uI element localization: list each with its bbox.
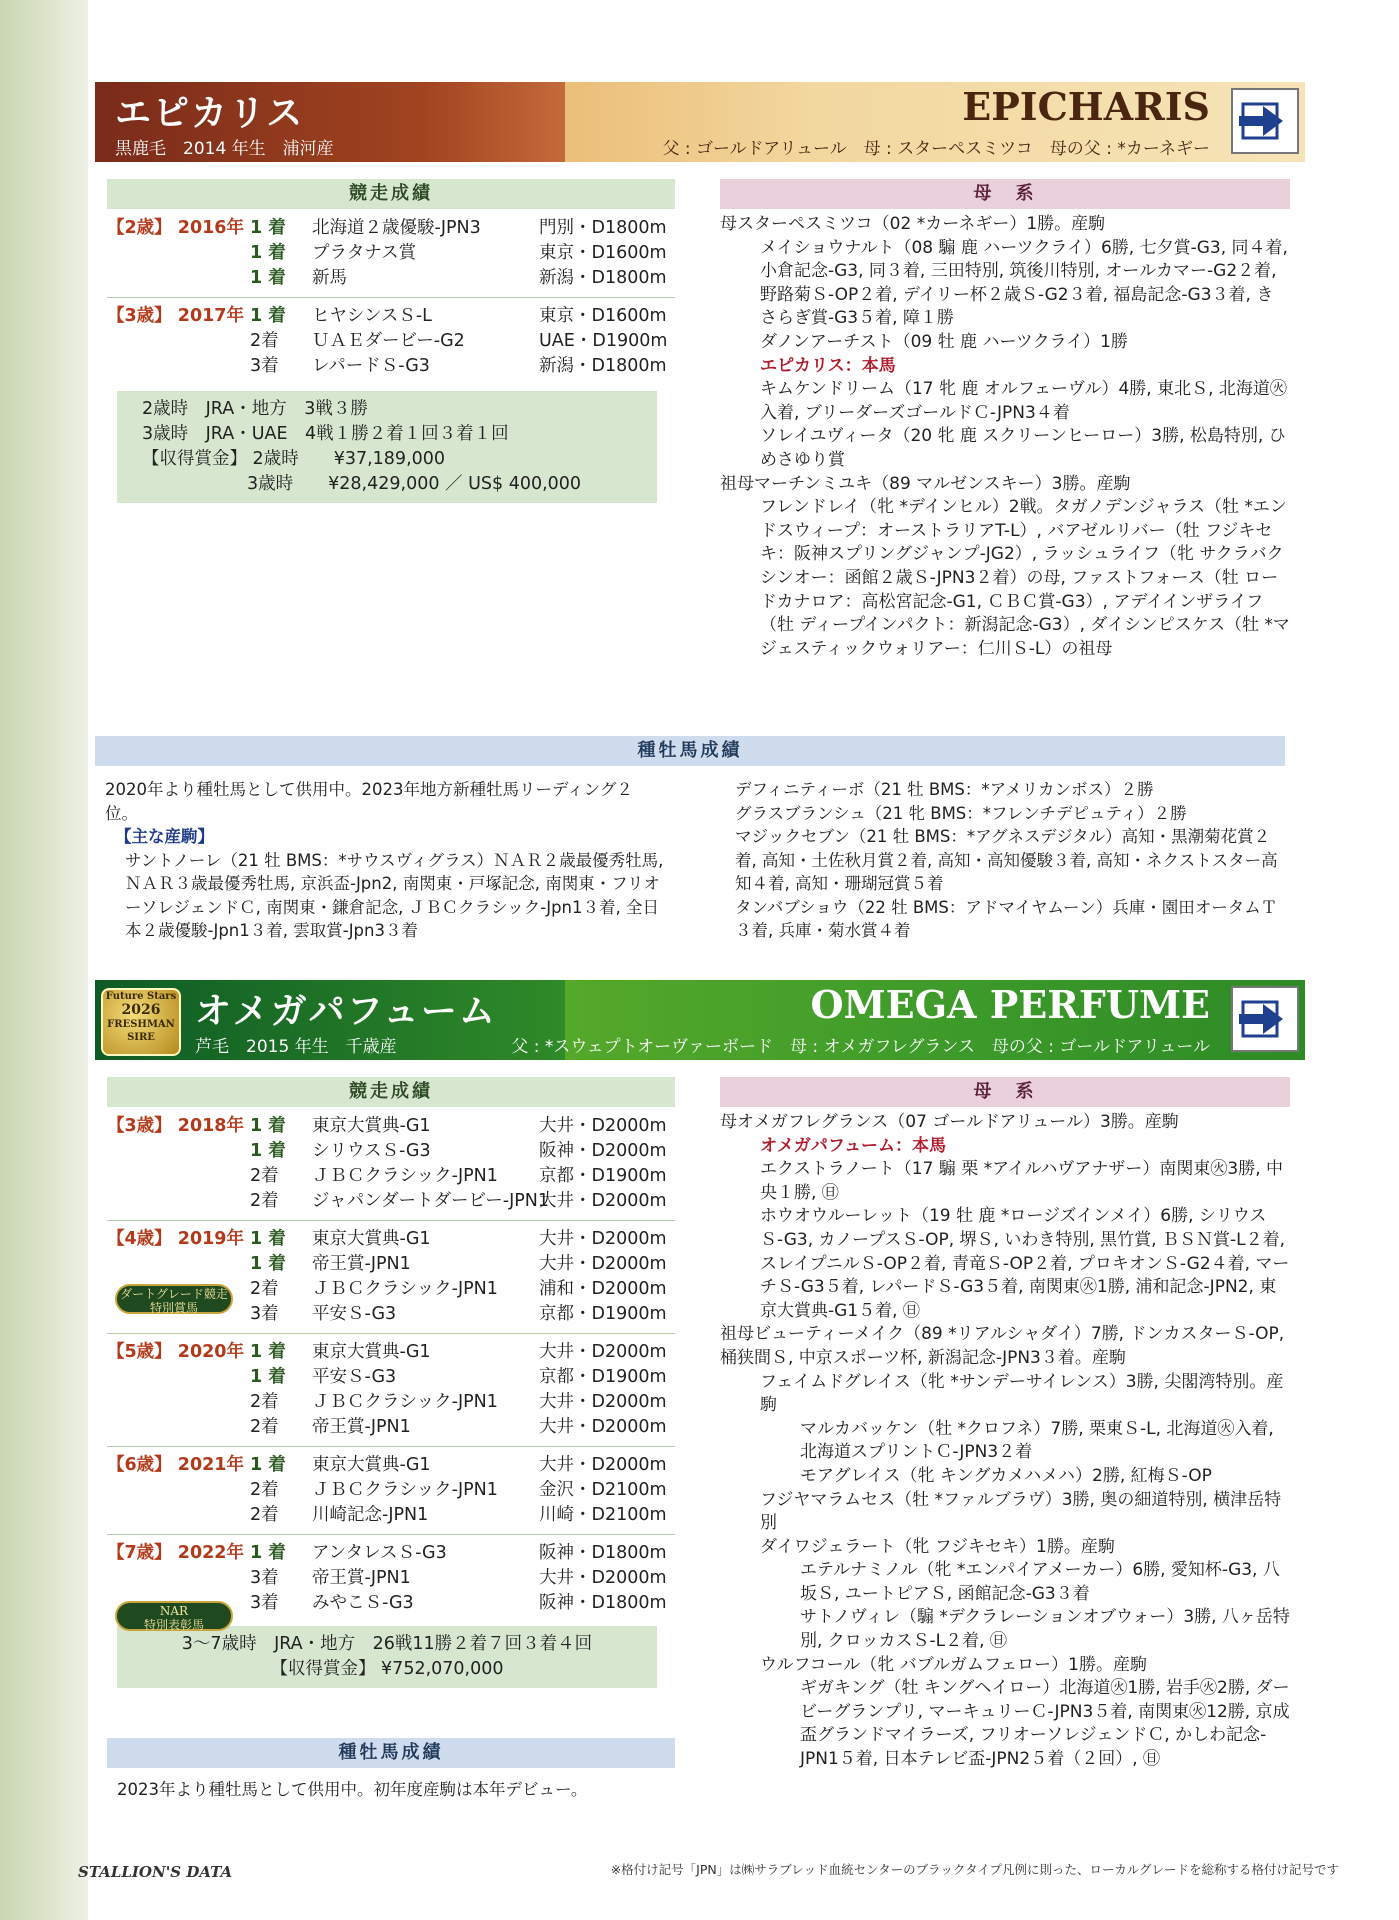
course-cell: 大井・D2000m bbox=[539, 1229, 667, 1249]
course-cell: 大井・D2000m bbox=[539, 1417, 667, 1437]
race-cell: 東京大賞典-G1 bbox=[312, 1455, 431, 1475]
age-cell: 【4歳】 2019年 bbox=[107, 1229, 244, 1249]
race-cell: 平安Ｓ-G3 bbox=[312, 1304, 397, 1324]
table-row bbox=[107, 1478, 675, 1503]
course-cell: 大井・D2000m bbox=[539, 1568, 667, 1588]
course-cell: 門別・D1800m bbox=[539, 218, 667, 238]
course-cell: 川崎・D2100m bbox=[539, 1505, 667, 1525]
race-cell: ＪＢＣクラシック-JPN1 bbox=[312, 1279, 498, 1299]
pedigree-line: 父 : ゴールドアリュール 母 : スターペスミツコ 母の父 : *カーネギー bbox=[662, 139, 1210, 159]
results-divider bbox=[107, 1333, 675, 1334]
results-divider bbox=[107, 297, 675, 298]
results-title: 競走成績 bbox=[107, 1077, 675, 1107]
course-cell: UAE・D1900m bbox=[539, 331, 668, 351]
age-cell: 【6歳】 2021年 bbox=[107, 1455, 244, 1475]
race-cell: ヒヤシンスＳ-L bbox=[312, 306, 432, 326]
table-row bbox=[107, 329, 675, 354]
age-cell: 【3歳】 2018年 bbox=[107, 1116, 244, 1136]
place-cell: 1 着 bbox=[250, 1543, 286, 1563]
race-cell: ＵＡＥダービー-G2 bbox=[312, 331, 465, 351]
horse-profile: 黒鹿毛 2014 年生 浦河産 bbox=[115, 139, 334, 159]
dam-line-text: 母スターペスミツコ（02 *カーネギー）1勝。産駒 メイショウナルト（08 騸 鹿 ハーツクライ）6勝, 七夕賞-G3, 同４着, 小倉記念-G3, 同３着, 三田特別, 筑後川特別, オールカマー-G2２着, 野路菊Ｓ-OP２着, デイリー杯２歳Ｓ-G2３着, 福島記念-G3３着, きさらぎ賞-G3５着, 障１勝 ダノンアーチスト（09 牡 鹿 ハーツクライ）1勝 エピカリス：本馬 キムケンドリーム（17 牝 鹿 オルフェーヴル）4勝, 東北Ｓ, 北海道㊋入着, ブリーダーズゴールドＣ-JPN3４着 ソレイユヴィータ（20 牝 鹿 スクリーンヒーロー）3勝, 松島特別, ひめさゆり賞 祖母マーチンミユキ（89 マルゼンスキー）3勝。産駒 フレンドレイ（牝 *デインヒル）2戦。タガノデンジャラス（牡 *エンドスウィープ：オーストラリアT-L）, バアゼルリバー（牡 フジキセキ：阪神スプリングジャンプ-JG2）, ラッシュライフ（牝 サクラバクシンオー：函館２歳Ｓ-JPN3２着）の母, ファストフォース（牡 ロードカナロア：高松宮記念-G1, ＣＢＣ賞-G3）, アデイインザライフ（牡 ディープインパクト：新潟記念-G3）, ダイシンピスケス（牡 *マジェスティックウォリアー：仁川Ｓ-L）の祖母 bbox=[720, 214, 1290, 659]
course-cell: 阪神・D1800m bbox=[539, 1593, 667, 1613]
dam-line-text: 母オメガフレグランス（07 ゴールドアリュール）3勝。産駒 オメガパフューム：本馬 エクストラノート（17 騸 栗 *アイルハヴアナザー）南関東㊋3勝, 中央１勝, ㊐ ホウオウルーレット（19 牡 鹿 *ロージズインメイ）6勝, シリウスＳ-G3, カノープスＳ-OP, 堺Ｓ, いわき特別, 黒竹賞, ＢＳＮ賞-L２着, スレイプニルＳ-OP２着, 青竜Ｓ-OP２着, プロキオンＳ-G2４着, マーチＳ-G3５着, レパードＳ-G3５着, 南関東㊋1勝, 浦和記念-JPN2, 東京大賞典-G1５着, ㊐ 祖母ビューティーメイク（89 *リアルシャダイ）7勝, ドンカスターＳ-OP, 桶狭間Ｓ, 中京スポーツ杯, 新潟記念-JPN3３着。産駒 フェイムドグレイス（牝 *サンデーサイレンス）3勝, 尖閣湾特別。産駒 マルカバッケン（牡 *クロフネ）7勝, 栗東Ｓ-L, 北海道㊋入着, 北海道スプリントＣ-JPN3２着 モアグレイス（牝 キングカメハメハ）2勝, 紅梅Ｓ-OP フジヤマラムセス（牡 *ファルブラヴ）3勝, 奥の細道特別, 横津岳特別 ダイワジェラート（牝 フジキセキ）1勝。産駒 エテルナミノル（牝 *エンパイアメーカー）6勝, 愛知杯-G3, 八坂Ｓ, ユートピアＳ, 函館記念-G3３着 サトノヴィレ（騸 *デクラレーションオブウォー）3勝, 八ヶ岳特別, クロッカスＳ-L２着, ㊐ ウルフコール（牝 バブルガムフェロー）1勝。産駒 ギガキング（牡 キングヘイロー）北海道㊋1勝, 岩手㊋2勝, ダービーグランプリ, マーキュリーＣ-JPN3５着, 南関東㊋12勝, 京成盃グランドマイラーズ, フリオーソレジェンドＣ, かしわ記念-JPN1５着, 日本テレビ盃-JPN2５着（２回）, ㊐ bbox=[720, 1112, 1290, 1770]
arrow-icon[interactable] bbox=[1231, 986, 1299, 1052]
horse-name-en: EPICHARIS bbox=[962, 84, 1210, 129]
results-divider bbox=[107, 1446, 675, 1447]
stud-record-left: 2020年より種牡馬として供用中。2023年地方新種牡馬リーディング２位。 【主な産駒】 サントノーレ（21 牡 BMS：*サウスヴィグラス）ＮＡＲ２歳最優秀牡馬, ＮＡＲ３歳最優秀牡馬, 京浜盃-Jpn2, 南関東・戸塚記念, 南関東・フリオーソレジェンドＣ, 南関東・鎌倉記念, ＪＢＣクラシック-Jpn1３着, 全日本２歳優駿-Jpn1３着, 雲取賞-Jpn3３着 bbox=[105, 780, 664, 940]
pedigree-line: 父 : *スウェプトオーヴァーボード 母 : オメガフレグランス 母の父 : ゴールドアリュール bbox=[511, 1037, 1210, 1057]
course-cell: 新潟・D1800m bbox=[539, 356, 667, 376]
age-cell: 【7歳】 2022年 bbox=[107, 1543, 244, 1563]
race-cell: 川崎記念-JPN1 bbox=[312, 1505, 429, 1525]
place-cell: 2着 bbox=[250, 331, 279, 351]
footer-note: ※格付け記号「JPN」は㈱サラブレッド血統センターのブラックタイプ凡例に則った、ローカルグレードを総称する格付け記号です bbox=[610, 1862, 1339, 1877]
place-cell: 2着 bbox=[250, 1279, 279, 1299]
course-cell: 阪神・D2000m bbox=[539, 1141, 667, 1161]
table-row bbox=[107, 1340, 675, 1365]
course-cell: 大井・D2000m bbox=[539, 1455, 667, 1475]
place-cell: 1 着 bbox=[250, 268, 286, 288]
course-cell: 大井・D2000m bbox=[539, 1116, 667, 1136]
course-cell: 大井・D2000m bbox=[539, 1254, 667, 1274]
race-cell: 東京大賞典-G1 bbox=[312, 1229, 431, 1249]
place-cell: 1 着 bbox=[250, 1367, 286, 1387]
course-cell: 東京・D1600m bbox=[539, 306, 667, 326]
table-row bbox=[107, 1453, 675, 1478]
age-cell: 【3歳】 2017年 bbox=[107, 306, 244, 326]
place-cell: 2着 bbox=[250, 1505, 279, 1525]
course-cell: 京都・D1900m bbox=[539, 1304, 667, 1324]
place-cell: 3着 bbox=[250, 1304, 279, 1324]
results-table bbox=[107, 216, 675, 379]
table-row bbox=[107, 216, 675, 241]
course-cell: 新潟・D1800m bbox=[539, 268, 667, 288]
arrow-icon[interactable] bbox=[1231, 88, 1299, 154]
race-cell: 新馬 bbox=[312, 268, 347, 288]
table-row bbox=[107, 1189, 675, 1214]
results-divider bbox=[107, 1534, 675, 1535]
table-row bbox=[107, 304, 675, 329]
race-cell: 平安Ｓ-G3 bbox=[312, 1367, 397, 1387]
table-row bbox=[107, 1164, 675, 1189]
place-cell: 2着 bbox=[250, 1191, 279, 1211]
place-cell: 1 着 bbox=[250, 1254, 286, 1274]
horse-name-en: OMEGA PERFUME bbox=[810, 982, 1210, 1027]
table-row bbox=[107, 266, 675, 291]
dirt-grade-award: ダートグレード競走 特別賞馬 bbox=[115, 1284, 233, 1314]
stud-record-title: 種牡馬成績 bbox=[95, 736, 1285, 766]
course-cell: 大井・D2000m bbox=[539, 1342, 667, 1362]
place-cell: 1 着 bbox=[250, 243, 286, 263]
table-row bbox=[107, 354, 675, 379]
footer-brand: STALLION'S DATA bbox=[78, 1863, 233, 1881]
table-row bbox=[107, 1139, 675, 1164]
table-row bbox=[107, 1252, 675, 1277]
course-cell: 金沢・D2100m bbox=[539, 1480, 667, 1500]
course-cell: 京都・D1900m bbox=[539, 1166, 667, 1186]
race-cell: 帝王賞-JPN1 bbox=[312, 1254, 411, 1274]
place-cell: 2着 bbox=[250, 1166, 279, 1186]
place-cell: 1 着 bbox=[250, 1229, 286, 1249]
omega-section bbox=[95, 980, 1305, 1799]
race-cell: ＪＢＣクラシック-JPN1 bbox=[312, 1480, 498, 1500]
epicharis-header bbox=[95, 82, 1305, 162]
horse-name-jp: エピカリス bbox=[115, 93, 305, 134]
table-row bbox=[107, 241, 675, 266]
race-cell: アンタレスＳ-G3 bbox=[312, 1543, 447, 1563]
stud-record-right: デフィニティーボ（21 牡 BMS：*アメリカンボス）２勝 グラスブランシュ（21 牝 BMS：*フレンチデピュティ）２勝 マジックセブン（21 牡 BMS：*アグネスデジタル）高知・黒潮菊花賞２着, 高知・土佐秋月賞２着, 高知・高知優駿３着, 高知・ネクストスター高知４着, 高知・珊瑚冠賞５着 タンバブショウ（22 牡 BMS：アドマイヤムーン）兵庫・園田オータムＴ３着, 兵庫・菊水賞４着 bbox=[735, 780, 1278, 940]
place-cell: 3着 bbox=[250, 1568, 279, 1588]
nar-award: NAR 特別表彰馬 bbox=[115, 1601, 233, 1631]
age-cell: 【5歳】 2020年 bbox=[107, 1342, 244, 1362]
freshman-sire-badge: Future Stars 2026 FRESHMAN SIRE bbox=[101, 988, 181, 1056]
race-cell: ジャパンダートダービー-JPN1 bbox=[312, 1191, 550, 1211]
race-cell: ＪＢＣクラシック-JPN1 bbox=[312, 1166, 498, 1186]
omega-header bbox=[95, 980, 1305, 1060]
place-cell: 1 着 bbox=[250, 1141, 286, 1161]
place-cell: 1 着 bbox=[250, 306, 286, 326]
course-cell: 京都・D1900m bbox=[539, 1367, 667, 1387]
results-divider bbox=[107, 1220, 675, 1221]
table-row bbox=[107, 1365, 675, 1390]
course-cell: 東京・D1600m bbox=[539, 243, 667, 263]
results-summary: 3～7歳時 JRA・地方 26戦11勝２着７回３着４回 【収得賞金】 ¥752,070,000 bbox=[117, 1626, 657, 1688]
table-row bbox=[107, 1114, 675, 1139]
dam-line-title: 母 系 bbox=[720, 1077, 1290, 1107]
race-cell: レパードＳ-G3 bbox=[312, 356, 430, 376]
table-row bbox=[107, 1390, 675, 1415]
horse-name-jp: オメガパフューム bbox=[195, 991, 497, 1032]
race-cell: 帝王賞-JPN1 bbox=[312, 1568, 411, 1588]
epicharis-section bbox=[95, 82, 1305, 940]
horse-profile: 芦毛 2015 年生 千歳産 bbox=[195, 1037, 397, 1057]
place-cell: 1 着 bbox=[250, 218, 286, 238]
course-cell: 浦和・D2000m bbox=[539, 1279, 667, 1299]
race-cell: 東京大賞典-G1 bbox=[312, 1116, 431, 1136]
place-cell: 1 着 bbox=[250, 1455, 286, 1475]
table-row bbox=[107, 1566, 675, 1591]
results-table bbox=[107, 1114, 675, 1632]
dam-line-title: 母 系 bbox=[720, 179, 1290, 209]
race-cell: 帝王賞-JPN1 bbox=[312, 1417, 411, 1437]
race-cell: プラタナス賞 bbox=[312, 243, 417, 263]
stud-record-text: 2023年より種牡馬として供用中。初年度産駒は本年デビュー。 bbox=[117, 1780, 588, 1799]
table-row bbox=[107, 1503, 675, 1528]
table-row bbox=[107, 1415, 675, 1440]
results-title: 競走成績 bbox=[107, 179, 675, 209]
race-cell: 東京大賞典-G1 bbox=[312, 1342, 431, 1362]
race-cell: シリウスＳ-G3 bbox=[312, 1141, 431, 1161]
course-cell: 大井・D2000m bbox=[539, 1392, 667, 1412]
place-cell: 1 着 bbox=[250, 1116, 286, 1136]
race-cell: 北海道２歳優駿-JPN3 bbox=[312, 218, 481, 238]
place-cell: 3着 bbox=[250, 1593, 279, 1613]
page-sidebar bbox=[0, 0, 88, 1920]
race-cell: ＪＢＣクラシック-JPN1 bbox=[312, 1392, 498, 1412]
place-cell: 2着 bbox=[250, 1480, 279, 1500]
table-row bbox=[107, 1541, 675, 1566]
age-cell: 【2歳】 2016年 bbox=[107, 218, 244, 238]
table-row bbox=[107, 1227, 675, 1252]
results-summary: 2歳時 JRA・地方 3戦３勝 3歳時 JRA・UAE 4戦１勝２着１回３着１回 【収得賞金】 2歳時 ¥37,189,000 3歳時 ¥28,429,000 ／ US$ 400,000 bbox=[117, 391, 657, 503]
place-cell: 2着 bbox=[250, 1392, 279, 1412]
course-cell: 阪神・D1800m bbox=[539, 1543, 667, 1563]
course-cell: 大井・D2000m bbox=[539, 1191, 667, 1211]
place-cell: 3着 bbox=[250, 356, 279, 376]
stud-record-title: 種牡馬成績 bbox=[107, 1738, 675, 1768]
place-cell: 1 着 bbox=[250, 1342, 286, 1362]
place-cell: 2着 bbox=[250, 1417, 279, 1437]
race-cell: みやこＳ-G3 bbox=[312, 1593, 414, 1613]
